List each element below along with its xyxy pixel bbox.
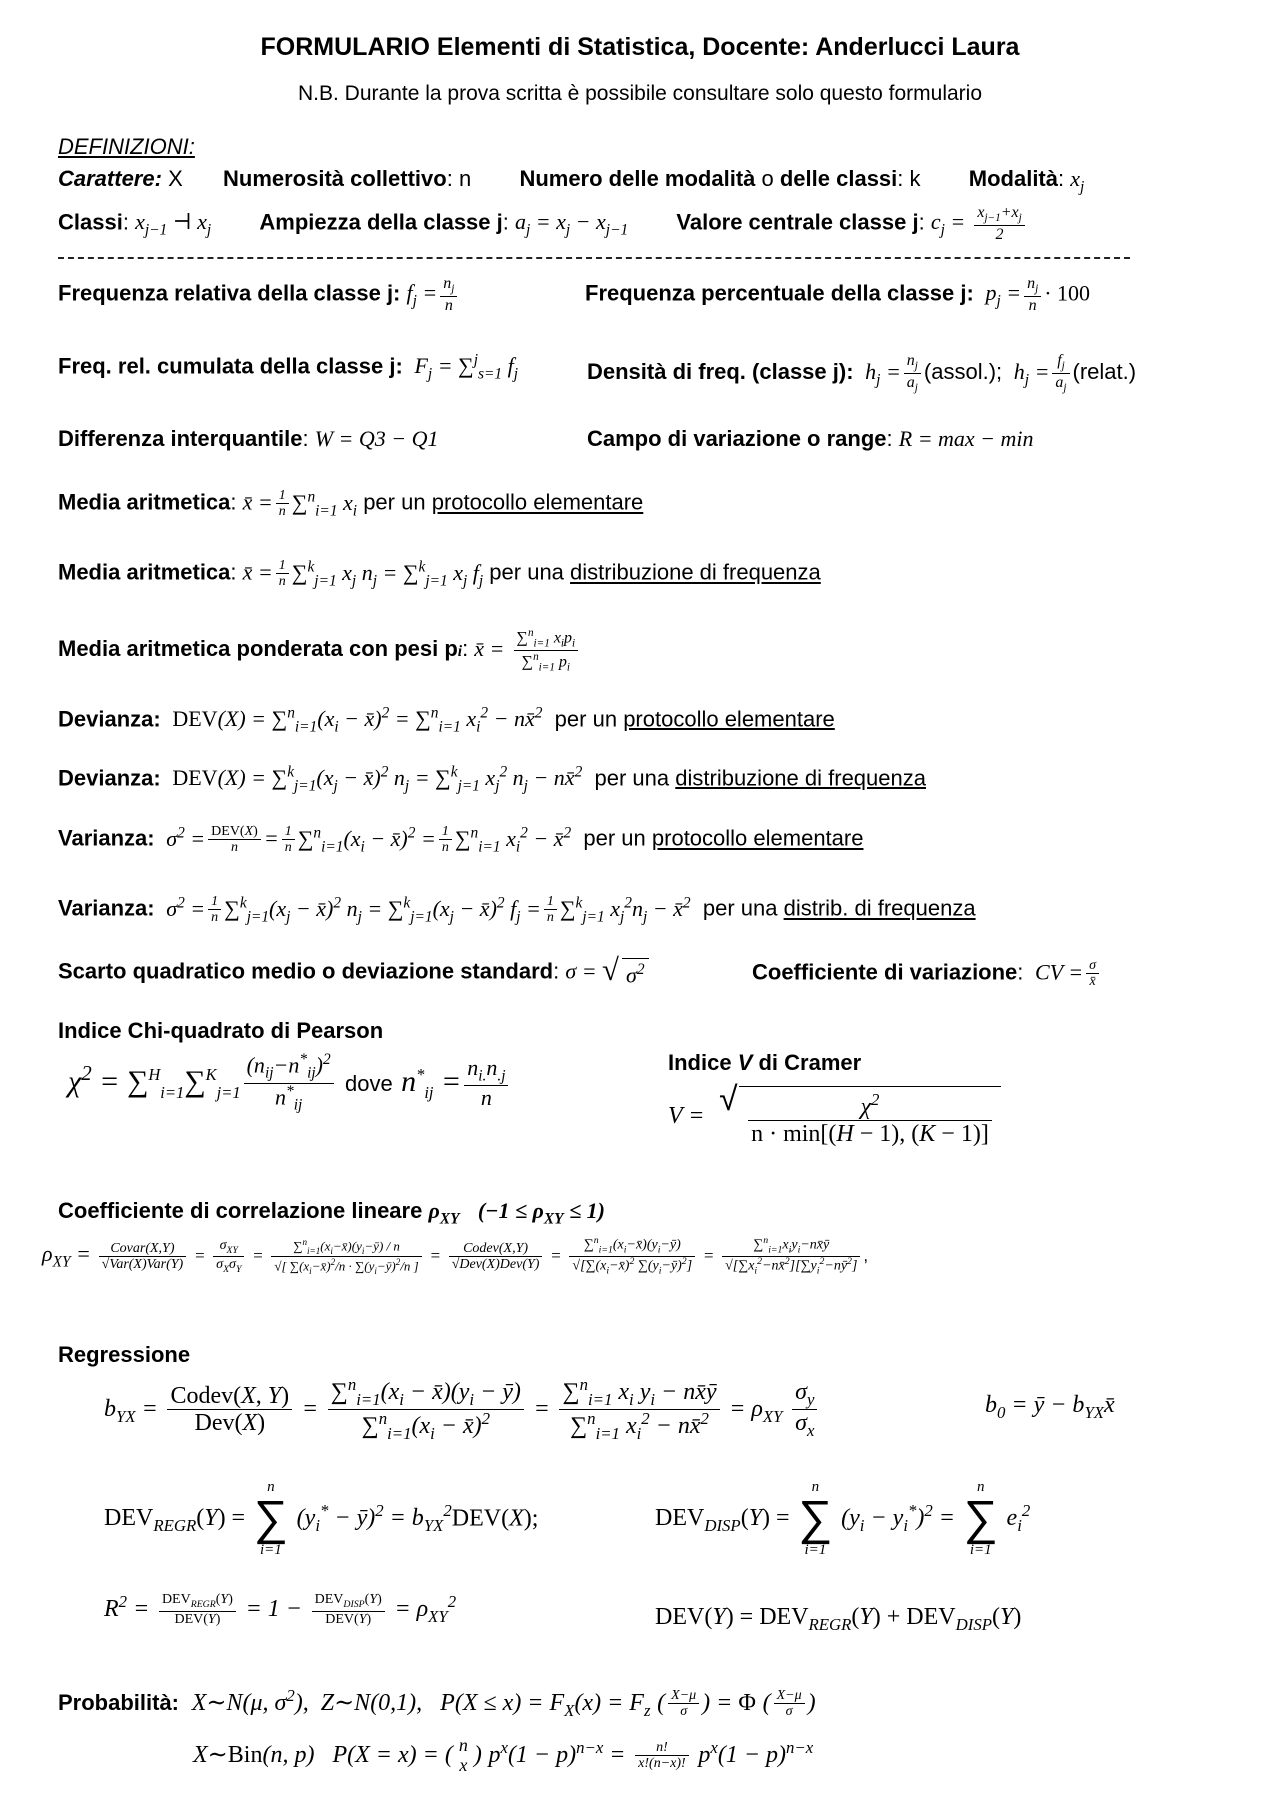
scarto-quadratico: Scarto quadratico medio o deviazione standard: σ = √ $\sigma^2$ [58, 958, 649, 988]
corr-formula: $\rho_{XY}$ = $\frac{\text{Covar(X,Y)}}{\text{√Var(X)Var(Y)}}$ = $\frac{\sigma_{XY}}{\sigma_X\sigma_Y}$ = $\frac{\sum^n_{i=1}(x_i-x̄)(y_i-ȳ) / n}{√[ \sum(x_i-x̄)^2/n \cdot \sum(y_i-ȳ)^2/n ]}$ = $\frac{\text{Codev(X,Y)}}{\text{√Dev(X)Dev(Y)}}$ = $\frac{\sum^n_{i=1}(x_i-x̄)(y_i-ȳ)}{√[\sum(x_i-x̄)^2 \sum(y_i-ȳ)^2]}$ = $\frac{\sum^n_{i=1}x_iy_i-nx̄ȳ}{√[\sum x_i^2-nx̄^2][\sum y_i^2-nȳ^2]}$ , [42, 1235, 869, 1277]
corr-title: Coefficiente di correlazione lineare $\rho_{XY}$ $(-1 \le \rho_{XY} \le 1)$ [58, 1198, 605, 1228]
coefficiente-variazione: Coefficiente di variazione: CV = $\frac{\sigma}{x̄}$ [752, 958, 1102, 990]
media-distribuzione: Media aritmetica: x̄ = $\frac{1}{n}$ ∑$^k_{j=1}$ $x_j$ $n_j = \sum^k_{j=1}$ $x_j$ $f_j$ per una distribuzione di frequenza [58, 558, 821, 590]
regression-b-formula: $b_{YX}$ = $\frac{\text{Codev(X, Y)}}{\text{Dev(X)}}$ = $\frac{\sum^n_{i=1}(x_i - x̄)(y_i - ȳ)}{\sum^n_{i=1}(x_i - x̄)^2}$ = $\frac{\sum^n_{i=1} x_i y_i - nx̄ȳ}{\sum^n_{i=1} x_i^2 - nx̄^2}$ = $\rho_{XY}$ $\frac{\sigma_y}{\sigma_x}$ [104, 1376, 820, 1444]
regression-b0-formula: $b_0$ = ȳ − $b_{YX}x̄$ [985, 1392, 1115, 1422]
varianza-protocollo: Varianza: $\sigma^2$ = $\frac{\text{DEV(X)}}{n}$ = $\frac{1}{n}$ $\sum^n_{i=1}(x_i$ − x̄)$^2$ = $\frac{1}{n}$ ∑$^n_{i=1}$ $x_i^2$ − x̄$^2$ per un protocollo elementare [58, 824, 864, 856]
cramer-formula: V = √ $\frac{\chi^2}{n \cdot \min[(H - 1), (K - 1)]}$ [668, 1086, 1001, 1148]
dev-disp-formula: $DEV_{DISP}(Y)$ = n ∑ i=1 $(y_i - y_i^*)^2$ = n ∑ i=1 $e_i^2$ [655, 1479, 1031, 1558]
section-divider [58, 257, 1130, 259]
regressione-title: Regressione [58, 1342, 191, 1367]
freq-relativa: Frequenza relativa della classe j: $f_j$ = $\frac{n_j}{n}$ [58, 275, 460, 314]
definitions-row-2: Classi: $x_{j-1}$ ⊣ $x_j$ Ampiezza della classe j: $a_j = x_j - x_{j-1}$ Valore centrale classe j: $c_j$ = $\frac{x_{j-1}+x_j}{2}$ [58, 204, 1028, 243]
devianza-protocollo: Devianza: $DEV(X) = \sum^n_{i=1}(x_i$ − x̄)$^2$ = ∑$^n_{i=1}$ $x_i^2$ − nx̄$^2$ per un protocollo elementare [58, 705, 835, 736]
freq-cumulata: Freq. rel. cumulata della classe j: $F_j = \sum^j_{s=1}$ $f_j$ [58, 352, 518, 383]
probabilita-normal: Probabilità: X∼N(μ, $\sigma^2$), Z∼N(0,1), $P(X \le x) = F_X(x) = F_z$ ( $\frac{X-\mu}{\sigma}$ ) = Φ ( $\frac{X-\mu}{\sigma}$ ) [58, 1686, 816, 1720]
chi-formula: $\chi^2 = \sum^H_{i=1}\sum^K_{j=1}$ $\frac{(n_{ij}-n^*_{ij})^2}{n^*_{ij}}$ dove $n^*_{ij}$ = $\frac{n_{i.}n_{.j}}{n}$ [68, 1052, 511, 1114]
varianza-distribuzione: Varianza: $\sigma^2$ = $\frac{1}{n}$ $\sum^k_{j=1}(x_j$ − x̄)$^2$ $n_j = \sum^k_{j=1}(x_j$ − x̄)$^2$ $f_j$ = $\frac{1}{n}$ ∑$^k_{j=1}$ $x_j^2n_j$ − x̄$^2$ per una distrib. di frequenza [58, 894, 976, 926]
freq-percentuale: Frequenza percentuale della classe j: $p_j$ = $\frac{n_j}{n}$ · 100 [585, 275, 1091, 314]
devianza-distribuzione: Devianza: $DEV(X) = \sum^k_{j=1}(x_j$ − x̄)$^2$ $n_j = \sum^k_{j=1}$ $x_j^2$ $n_j$ − nx̄$^2$ per una distribuzione di frequenza [58, 764, 926, 795]
page-title: FORMULARIO Elementi di Statistica, Docente: Anderlucci Laura [260, 33, 1020, 61]
dev-regr-formula: $DEV_{REGR}(Y)$ = n ∑ i=1 ($y_i^*$ − ȳ)$^2$ = $b_{YX}^2DEV(X)$; [104, 1479, 539, 1558]
campo-variazione: Campo di variazione o range: R = max − min [587, 426, 1034, 451]
chi-title: Indice Chi-quadrato di Pearson [58, 1018, 384, 1043]
diff-interquantile: Differenza interquantile: W = Q3 − Q1 [58, 426, 439, 451]
media-ponderata: Media aritmetica ponderata con pesi pi: x̄ = $\frac{\sum^n_{i=1} x_ip_i}{\sum^n_{i=1} p_i}$ [58, 627, 581, 674]
cramer-title: Indice V di Cramer [668, 1050, 862, 1075]
page-note: N.B. Durante la prova scritta è possibile consultare solo questo formulario [298, 82, 982, 105]
definitions-heading: DEFINIZIONI: [58, 134, 195, 159]
media-protocollo: Media aritmetica: x̄ = $\frac{1}{n}$ ∑$^n_{i=1}$ $x_i$ per un protocollo elementare [58, 488, 644, 520]
definitions-row-1: Carattere: X Numerosità collettivo: n Numero delle modalità o delle classi: k Modalità: $x_j$ [58, 166, 1085, 196]
dev-decomposition-formula: $DEV(Y) = DEV_{REGR}(Y) + DEV_{DISP}(Y)$ [655, 1604, 1022, 1634]
r-squared-formula: $R^2$ = $\frac{DEV_{REGR}(Y)}{\text{DEV(Y)}}$ = 1 − $\frac{DEV_{DISP}(Y)}{\text{DEV(Y)}}$ = $\rho_{XY}^2$ [104, 1592, 457, 1627]
densita-frequenza: Densità di freq. (classe j): $h_j$ = $\frac{n_j}{a_j}$ (assol.); $h_j$ = $\frac{f_j}{a_j}$ (relat.) [587, 352, 1137, 394]
probabilita-binomial: X∼Bin(n, p) P(X = x) = ( n x ) $p^x(1 - p)^{n-x}$ = $\frac{n!}{x!(n-x)!}$ $p^x(1 - p)^{n-x}$ [193, 1735, 814, 1775]
